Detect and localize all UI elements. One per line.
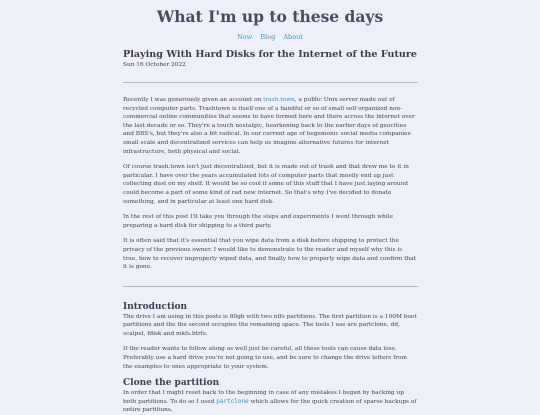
paragraph-text: , a public Unix server made out of recycled computer parts. Trashtown is itself one of a handful or so of small self organized non-commercial online communities that seems to have formed here and there across the internet over the last decade or so. They're a touch nostalgic, hearkening back to the earlier days of geocities and BBS's, but they're also a bit radical. In our current age of hegemonic social media companies small scale and decentralized services can help us imagine alternative futures for internet infrastructure, both physical and social. [123,97,415,155]
nav-link-about[interactable]: About [283,33,303,41]
trash-town-link[interactable]: trash.town [263,97,295,103]
divider [123,82,418,83]
partclone-code: partclone [216,397,249,405]
divider [123,286,418,287]
section-heading-clone-the-partition: Clone the partition [123,378,220,389]
paragraph: Of course trash.town isn't just decentralized, but it is made out of trash and that drew me to it in particular. I have over the years accumulated lots of computer parts that mostly end up just collecting dust on my shelf. It would be so cool if some of this stuff that I have just laying around could become a part of some kind of rad new internet. So that's why I've decided to donate something, and in particular at least one hard disk. [123,164,409,205]
paragraph: In the rest of this post I'll take you through the steps and experiments I went through while preparing a hard disk for shipping to a third party. [123,214,394,229]
paragraph-text: which allows for the quick creation of sparse backups of entire partitions. [123,398,417,414]
paragraph: It is often said that it's essential that you wipe data from a disk before shipping to protect the privacy of the previous owner. I would like to demonstrate to the reader and myself why this is true, how to recover improperly wiped data, and finally how to properly wipe data and confirm that it is gone. [123,238,417,271]
site-nav [0,33,540,42]
paragraph [123,389,418,415]
site-title: What I'm up to these days [156,7,384,26]
nav-link-blog[interactable]: Blog [260,33,276,41]
paragraph [123,96,418,156]
paragraph-text: Recently I was generously given an account on [123,97,264,103]
nav-link-now[interactable]: Now [237,33,253,41]
article [123,48,418,415]
post-title: Playing With Hard Disks for the Internet of the Future [123,49,418,60]
paragraph: If the reader wants to follow along as well just be careful, all these tools can cause data loss. Preferably use a hard drive you're not going to use, and be sure to change the drive letters from the examples to ones appropriate to your system. [123,346,408,370]
paragraph: The drive I am using in this posts is 80gb with two ntfs partitions. The first partition is a 100M boot partitions and the the second occupies the remaining space. The tools I use are partclone, dd, scalpel, fdisk and mkfs.btrfs. [123,313,417,337]
post-date: Sun 16 October 2022 [123,62,186,68]
paragraph-text: In order that I might reset back to the beginning in case of any mistakes I began by backing up both partitions. To do so I used [123,390,404,405]
section-heading-introduction: Introduction [123,301,188,312]
